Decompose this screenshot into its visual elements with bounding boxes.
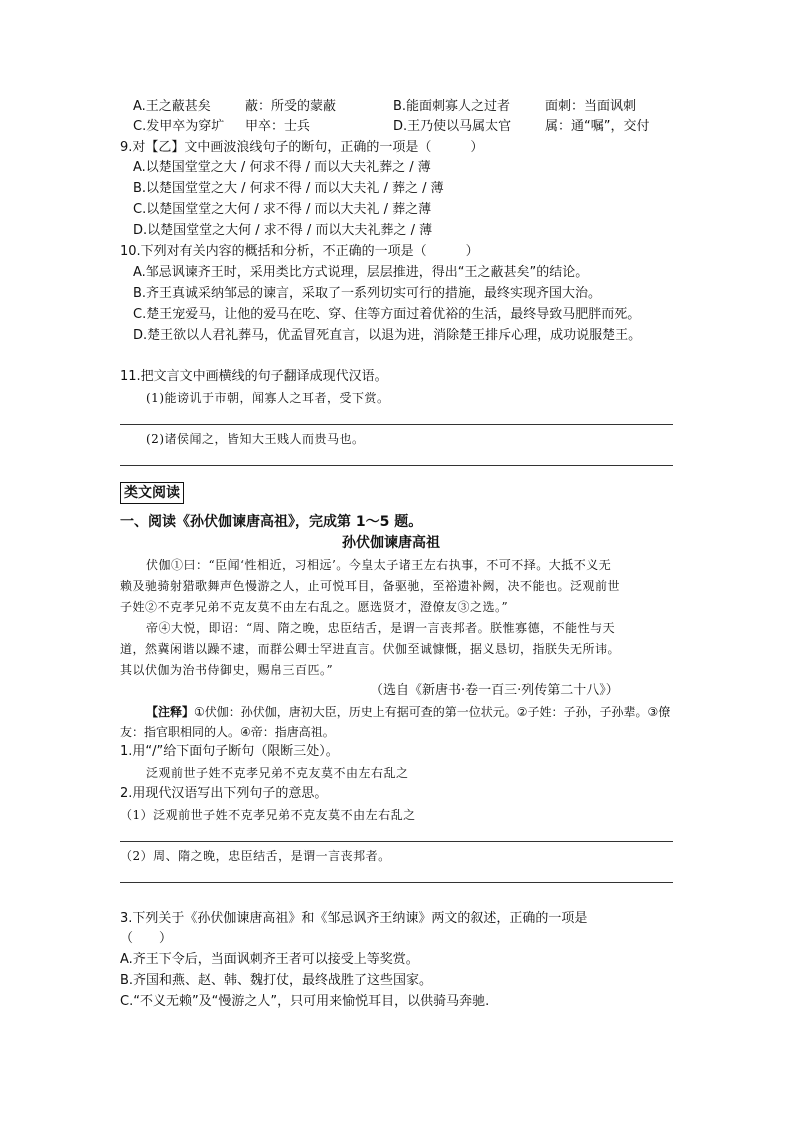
q10-option-c: C.楚王宠爱马，让他的爱马在吃、穿、住等方面过着优裕的生活，最终导致马肥胖而死。 (133, 307, 641, 322)
notes-line-1 (146, 703, 670, 721)
q8-option-a-note: 蔽：所受的蒙蔽 (245, 99, 337, 114)
q8-option-b-note: 面刺：当面讽刺 (545, 99, 637, 114)
q9-stem: 9.对【乙】文中画波浪线句子的断句，正确的一项是（ ） (120, 140, 484, 155)
q10-stem: 10.下列对有关内容的概括和分析，不正确的一项是（ ） (120, 244, 479, 259)
q8-option-a: A.王之蔽甚矣 (133, 99, 211, 114)
q3-option-c: C.“不义无赖”及“慢游之人”，只可用来愉悦耳目，以供骑马奔驰. (120, 994, 490, 1009)
answer-line (120, 882, 673, 883)
q10-option-b: B.齐王真诚采纳邹忌的谏言，采取了一系列切实可行的措施，最终实现齐国大治。 (133, 286, 602, 301)
notes-text-1: ①伏伽：孙伏伽，唐初大臣，历史上有据可查的第一位状元。②子姓：子孙，子孙辈。③僚 (194, 705, 671, 719)
q2-stem: 2.用现代汉语写出下列句子的意思。 (120, 786, 328, 801)
answer-line (120, 465, 673, 466)
section-label: 类文阅读 (120, 482, 184, 504)
q3-option-b: B.齐国和燕、赵、韩、魏打仗，最终战胜了这些国家。 (120, 973, 433, 988)
notes-line-2: 友：指官职相同的人。④帝：指唐高祖。 (120, 725, 335, 739)
q9-option-c: C.以楚国堂堂之大何 / 求不得 / 而以大夫礼 / 葬之薄 (133, 202, 432, 217)
q8-option-c: C.发甲卒为穿圹 (133, 119, 225, 134)
q11-stem: 11.把文言文中画横线的句子翻译成现代汉语。 (120, 369, 388, 384)
passage-title: 孙伏伽谏唐高祖 (342, 535, 440, 551)
q1-stem: 1.用“/”给下面句子断句（限断三处）。 (120, 744, 339, 759)
q2-sentence-2: （2）周、隋之晚，忠臣结舌，是谓一言丧邦者。 (120, 849, 391, 863)
passage-p2-line-1: 帝④大悦，即诏：“周、隋之晚，忠臣结舌，是谓一言丧邦者。朕惟寡德，不能性与天 (146, 621, 616, 635)
q2-sentence-1: （1）泛观前世子姓不克孝兄弟不克友莫不由左右乱之 (120, 808, 416, 822)
q8-option-d: D.王乃使以马属太官 (393, 119, 512, 134)
passage-source: （选自《新唐书·卷一百三·列传第二十八》） (370, 683, 619, 698)
passage-p1-line-1: 伏伽①曰：“臣闻‘性相近，习相远’。今皇太子诸王左右执事，不可不择。大抵不义无 (146, 558, 612, 572)
answer-line (120, 841, 673, 842)
q9-option-a: A.以楚国堂堂之大 / 何求不得 / 而以大夫礼葬之 / 薄 (133, 160, 431, 175)
q3-stem: 3.下列关于《孙伏伽谏唐高祖》和《邹忌讽齐王纳谏》两文的叙述，正确的一项是 (120, 911, 588, 926)
q1-sentence: 泛观前世子姓不克孝兄弟不克友莫不由左右乱之 (146, 766, 409, 780)
q9-option-b: B.以楚国堂堂之大 / 何求不得 / 而以大夫礼 / 葬之 / 薄 (133, 181, 444, 196)
q10-option-a: A.邹忌讽谏齐王时，采用类比方式说理，层层推进，得出“王之蔽甚矣”的结论。 (133, 265, 589, 280)
passage-p2-line-3: 其以伏伽为治书侍御史，赐帛三百匹。” (120, 663, 334, 677)
q8-option-c-note: 甲卒：士兵 (245, 119, 311, 134)
q8-option-b: B.能面刺寡人之过者 (393, 99, 511, 114)
passage-p1-line-3: 子姓②不克孝兄弟不克友莫不由左右乱之。愿选贤才，澄僚友③之选。” (120, 600, 509, 614)
part-title: 一、阅读《孙伏伽谏唐高祖》，完成第 1～5 题。 (120, 514, 423, 530)
q8-option-d-note: 属：通“嘱”，交付 (545, 119, 650, 134)
passage-p2-line-2: 道，然冀闲谐以躁不逮，而群公卿士罕进直言。伏伽至诚慷慨，据义恳切，指朕失无所讳。 (120, 642, 621, 656)
passage-p1-line-2: 赖及驰骑射猎歌舞声色慢游之人，止可悦耳目，备驱驰，至裕遗补阙，决不能也。泛观前世 (120, 579, 621, 593)
q11-sentence-1: (1)能谤讥于市朝，闻寡人之耳者，受下赏。 (146, 391, 390, 405)
q11-sentence-2: (2)诸侯闻之，皆知大王贱人而贵马也。 (146, 432, 365, 446)
notes-label: 【注释】 (146, 705, 195, 719)
q9-option-d: D.以楚国堂堂之大何 / 求不得 / 而以大夫礼葬之 / 薄 (133, 223, 433, 238)
q3-option-a: A.齐王下令后，当面讽刺齐王者可以接受上等奖赏。 (120, 952, 419, 967)
answer-line (120, 424, 673, 425)
q10-option-d: D.楚王欲以人君礼葬马，优孟冒死直言，以退为进，消除楚王排斥心理，成功说服楚王。 (133, 328, 642, 343)
q3-answer-paren: （ ） (120, 931, 173, 946)
